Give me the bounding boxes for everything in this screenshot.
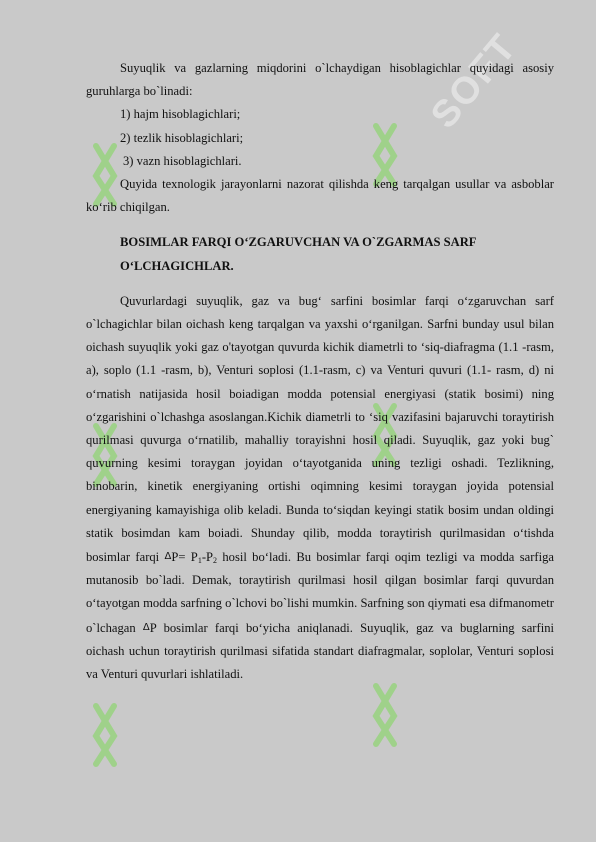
formula-minus: -P <box>201 550 214 565</box>
watermark-x-icon <box>92 700 118 770</box>
subscript-1: 1 <box>197 556 202 566</box>
subscript-2: 2 <box>213 556 218 566</box>
body-paragraph <box>86 290 554 686</box>
list-item: 1) hajm hisoblagichlari; <box>120 107 241 122</box>
body-text-part2: hosil bo‘ladi. Bu bosimlar farqi oqim tezligi va modda sarfiga mutanosib bo`ladi. Demak, toraytirish qurilmasi hosil qilgan bosimlar farqi quvurdan o‘tayotgan modda sarfning o`lchovi bo`lishi mumkin. Sarfning son qiymati esa difmanometr o`lchagan <box>86 550 554 635</box>
intro-paragraph: Suyuqlik va gazlarning miqdorini o`lchaydigan hisoblagichlar quyidagi asosiy guruhlarga bo`linadi: <box>86 61 554 99</box>
body-text-part3: bosimlar farqi bo‘yicha aniqlanadi. Suyuqlik, gaz va buglarning sarfini oichash uchun toraytirish qurilmasi sifatida standart diafragmalar, soplolar, Venturi soplosi va Venturi quvurlari ishlatiladi. <box>86 620 554 682</box>
list-item: 3) vazn hisoblagichlari. <box>123 153 242 168</box>
list-item: 2) tezlik hisoblagichlari; <box>120 130 244 145</box>
delta-symbol: Δ <box>164 551 172 563</box>
section-heading: BOSIMLAR FARQI O‘ZGARUVCHAN VA O`ZGARMAS SARF O‘LCHAGICHLAR. <box>120 235 477 273</box>
formula-p: P= P <box>171 550 198 565</box>
body-text-part1: Quvurlardagi suyuqlik, gaz va bug‘ sarfini bosimlar farqi o‘zgaruvchan sarf o`lchagichlar bilan oichash keng tarqalgan va yaxshi o‘rganilgan. Sarfni bunday usul bilan oichash suyuqlik yoki gaz o'tayotgan quvurda kichik diametrli to ‘siq-diafragma (1.1 -rasm, a), soplo (1.1 -rasm, b), Venturi soplosi (1.1-rasm, c) va Venturi quvuri (1.1- rasm, d) ni o‘rnatish natijasida hosil boiadigan modda potensial energiyasi (statik bosimi) ning o‘zgarishini o`lchashga asoslangan.Kichik diametrli to ‘siq vazifasini bajaruvchi toraytirish qurilmasi quvurga o‘rnatilib, mahalliy torayishni hosil qiladi. Suyuqlik, gaz yoki bug` quvurning kesimi toraygan joyidan o‘tayotganida uning tezligi oshadi. Tezlikning, binobarin, kinetik energiyaning ortishi oqimning kesimi toraygan joyida potensial energiyaning kamayishiga olib keladi. Bunda to‘siqdan keyingi statik bosim undan oldingi statik bosimdan kam boiadi. Shunday qilib, modda toraytirish qurilmasidan o‘tishda bosimlar farqi <box>86 293 554 565</box>
after-list-paragraph: Quyida texnologik jarayonlarni nazorat qilishda keng tarqalgan usullar va asboblar ko‘rib chiqilgan. <box>86 177 554 215</box>
document-body <box>86 57 554 686</box>
delta-symbol: Δ <box>142 621 150 633</box>
watermark-x-icon <box>372 680 398 750</box>
watermark-text: SOFT <box>423 25 526 137</box>
formula-p2: P <box>149 620 157 635</box>
